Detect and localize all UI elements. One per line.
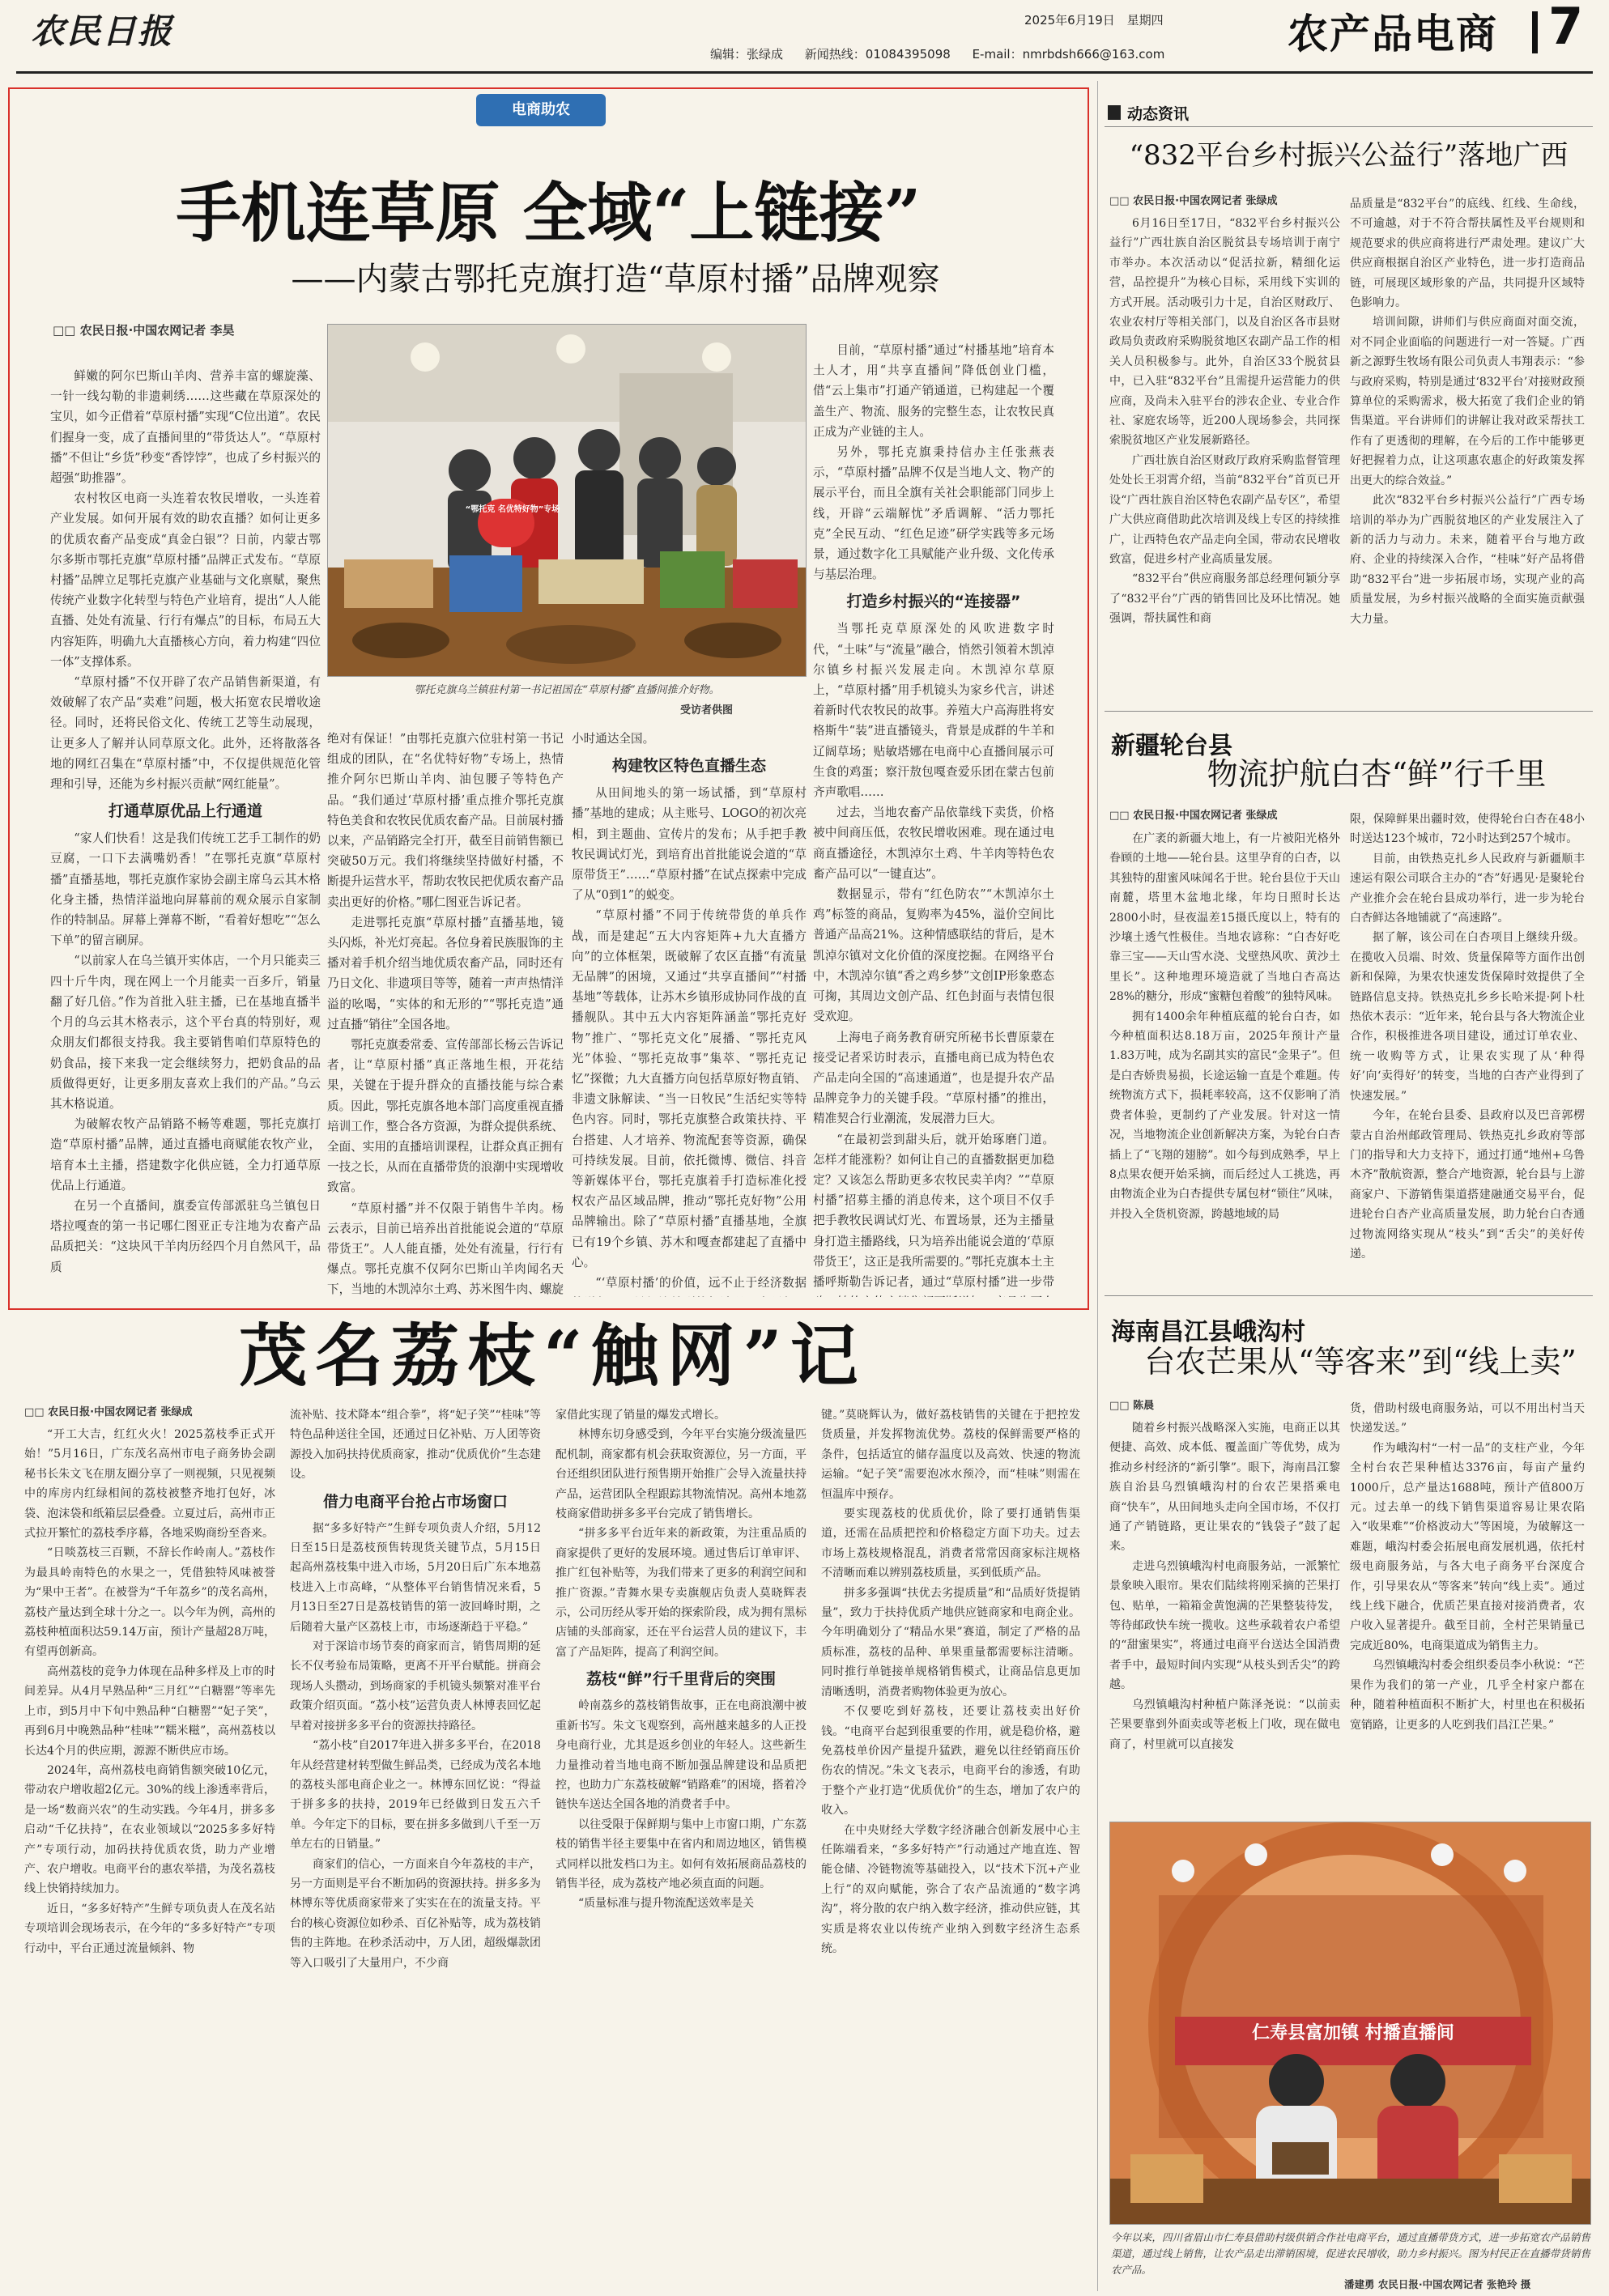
paragraph: “开工大吉，红红火火！2025荔枝季正式开始！”5月16日，广东茂名高州市电子商务协会副秘书长朱文飞在朋友圈分享了一则视频，只见视频中的库房内红绿相间的荔枝被整齐地打包好，冰袋、泡沫袋和纸箱层层叠叠。立夏过后，高州市正式拉开繁忙的荔枝季序幕，各地采购商纷至沓来。 [24,1428,275,1541]
subhead: 打通草原优品上行通道 [108,802,262,821]
litchi-title: 茂名荔枝“触网”记 [239,1316,866,1396]
feature-subtitle: ——内蒙古鄂托克旗打造“草原村播”品牌观察 [291,261,940,298]
livestream-photo-illustration [328,325,807,677]
paragraph: 乌烈镇峨沟村委会组织委员李小秋说：“芒果作为我们的第一产业，几乎全村家户都在种，随着种植面积不断扩大，村里也在积极拓宽销路，让更多的人吃到我们昌江芒果。” [1350,1659,1585,1732]
section-bar [1532,11,1538,53]
date-text: 2025年6月19日 [1024,13,1115,28]
paragraph: “拼多多平台近年来的新政策，为注重品质的商家提供了更好的发展环境。通过售后订单审评、推广红包补贴等，为我们带来了更多的利润空间和推广资源。”青舞水果专卖旗舰店负责人莫晓辉表示，公司历经从零开始的探索阶段，成为拥有黑标店铺的头部商家，还在平台运营人员的建议下，丰富了产品矩阵，提高了利润空间。 [555,1527,807,1659]
paragraph: 流补贴、技术降本“组合拳”，将“妃子笑”“桂味”等特色品种送往全国，还通过日亿补贴、万人团等资源投入加码扶持优质商家，推动“优质优价”生态建设。 [290,1409,541,1482]
paragraph: 目前，“草原村播”通过“村播基地”培育本土人才，用“共享直播间”降低创业门槛，借“云上集市”打通产销通道，已构建起一个覆盖生产、物流、服务的完整生态，让农牧民真正成为产业链的主人。 [813,343,1054,439]
paragraph: 在中央财经大学数字经济融合创新发展中心主任陈端看来，“多多好特产”行动通过产地直连、智能仓储、冷链物流等基础投入，以“技术下沉+产业上行”的双向赋能，弥合了农产品流通的“数字鸿沟”，将分散的农户纳入数字经济，推动供应链，其实质是将农业以传统产业纳入到数字经济生态系统。 [821,1823,1080,1955]
feature-tag: 电商助农 [476,94,606,126]
paragraph: “草原村播”并不仅限于销售牛羊肉。杨云表示，目前已培养出首批能说会道的“草原带货王”。人人能直播，处处有流量，行行有爆点。鄂托克旗不仅阿尔巴斯山羊肉闻名天下，当地的木凯淖尔土鸡、苏米图牛肉、螺旋 [327,1201,564,1297]
news2-col-2 [1350,810,1585,1282]
paragraph: 小时通达全国。 [572,732,655,746]
feature-col-2 [327,729,564,1297]
paragraph: “质量标准与提升物流配送效率是关 [578,1897,755,1911]
feature-col-1 [50,366,321,1297]
news3-kicker: 海南昌江县峨沟村 [1111,1318,1305,1346]
paragraph: 商家们的信心，一方面来自今年荔枝的丰产，另一方面则是平台不断加码的资源扶持。拼多多为林博东等优质商家带来了实实在在的流量支持。平台的核心资源位如秒杀、百亿补贴等，成为荔枝销售的主阵地。在秒杀活动中，万人团，超级爆款团等入口吸引了大量用户，不少商 [290,1857,541,1970]
paragraph: 鄂托克旗委常委、宣传部部长杨云告诉记者，让“草原村播”真正落地生根，开花结果，关键在于提升群众的直播技能与综合素质。因此，鄂托克旗各地本部门高度重视直播培训工作，整合各方资源，为群众提供系统、全面、实用的直播培训课程，让群众真正拥有一技之长，从而在直播带货的浪潮中实现增收致富。 [327,1038,564,1195]
news1-col-2 [1350,194,1585,696]
paragraph: “草原村播”不仅开辟了农产品销售新渠道，有效破解了农产品“卖难”问题，极大拓宽农民增收途径。同时，还将民俗文化、传统工艺等生动展现，让更多人了解并认同草原文化。此外，还将散落各地的网红召集在“草原村播”中，不仅提供规范化管理和引导，还能为乡村振兴贡献“网红能量”。 [50,675,321,792]
litchi-col-4 [821,1405,1080,2291]
paragraph: 在另一个直播间，旗委宣传部派驻乌兰镇包日塔拉嘎查的第一书记哪仁图亚正专注地为农畜产品品质把关：“这块风干羊肉历经四个月自然风干，品质 [50,1198,321,1274]
paragraph: 随着乡村振兴战略深入实施，电商正以其便捷、高效、成本低、覆盖面广等优势，成为推动乡村经济的“新引擎”。眼下，海南昌江黎族自治县乌烈镇峨沟村的台农芒果搭乘电商“快车”，从田间地头走向全国市场，不仅打通了产销链路，更让果农的“钱袋子”鼓了起来。 [1109,1422,1340,1554]
news2-kicker: 新疆轮台县 [1111,732,1232,760]
news3-col-2 [1350,1399,1585,1815]
paragraph: 6月16日至17日，“832平台乡村振兴公益行”广西壮族自治区脱贫县专场培训于南宁市举办。本次活动以“促活拉新，精细化运营，品控提升”为核心目标，采用线下实训的方式开展。活动吸引力十足，自治区财政厅、农业农村厅等相关部门，以及自治区各市县财政局负责政府采购脱贫地区农副产品工作的相关人员积极参与。此外，自治区33个脱贫县中，已入驻“832平台”且需提升运营能力的供应商，及尚未入驻平台的涉农企业、专业合作社、家庭农场等，近200人现场参会，共同探索脱贫地区产业发展新路径。 [1109,217,1340,448]
paragraph: “832平台”供应商服务部总经理何颖分享了“832平台”广西的销售回比及环比情况。她强调，帮扶属性和商 [1109,572,1340,626]
paragraph: 培训间隙，讲师们与供应商面对面交流，对不同企业面临的问题进行一对一答疑。广西新之源野生牧场有限公司负责人韦翔表示：“参与政府采购，特别是通过‘832平台’对接财政预算单位的采购需求，极大拓宽了我们企业的销售渠道。平台讲师们的讲解让我对政采帮扶工作有了更透彻的理解，在今后的工作中能够更好把握着力点，让这项惠农惠企的好政策发挥出更大的综合效益。” [1350,316,1585,487]
masthead-logo: 农民日报 [31,11,174,51]
feature-col-3 [572,729,807,1297]
news3-title: 台农芒果从“等客来”到“线上卖” [1144,1344,1577,1380]
paragraph: 对于深谙市场节奏的商家而言，销售周期的延长不仅考验布局策略，更离不开平台赋能。拼商会现场人头攒动，到场商家的手机镜头频繁对准平台政策介绍页面。“荔小枝”运营负责人林博表回忆起早着对接拼多多平台的资源扶持路径。 [290,1640,541,1733]
paragraph: 乌烈镇峨沟村种植户陈泽尧说：“以前卖芒果要靠到外面卖或等老板上门收，现在做电商了，村里就可以直接发 [1109,1698,1340,1751]
editor-text: 编辑：张绿成 [710,47,784,62]
news2-col-1 [1109,829,1340,1282]
paragraph: 家借此实现了销量的爆发式增长。 [555,1409,726,1422]
paragraph: 从田间地头的第一场试播，到“草原村播”基地的建成；从主账号、LOGO的初次亮相，到主题曲、宣传片的发布；从手把手教牧民调试灯光，到培育出首批能说会道的“草原带货王”……“草原村播”在试点探索中完成了从“0到1”的蜕变。 [572,786,807,903]
weekday-text: 星期四 [1126,13,1164,28]
paragraph: 鲜嫩的阿尔巴斯山羊肉、营养丰富的螺旋藻、一针一线勾勒的非遗刺绣……这些藏在草原深处的宝贝，如今正借着“草原村播”实现“C位出道”。农民们握身一变，成了直播间里的“带货达人”。“草原村播”不但让“乡货”秒变“香饽饽”，也成了乡村振兴的超强“助推器”。 [50,369,321,486]
paragraph: 限，保障鲜果出疆时效，使得轮台白杏在48小时送达123个城市，72小时达到257个城市。 [1350,813,1585,846]
paragraph: 今年，在轮台县委、县政府以及巴音郭楞蒙古自治州邮政管理局、铁热克扎乡政府等部门的指导和大力支持下，通过打通“地州+乌鲁木齐”散航资源，整合产地资源，轮台县与上游商家户、下游销售渠道搭建融通交易平台，促进轮台白杏产业高质量发展，助力轮台白杏通过物流网络实现从“枝头”到“舌尖”的美好传递。 [1350,1109,1585,1261]
paragraph: 走进鄂托克旗“草原村播”直播基地，镜头闪烁，补光灯亮起。各位身着民族服饰的主播对着手机介绍当地优质农畜产品，同时还有乃日文化、非遗项目等等，随着一声声热情洋溢的吆喝，“实体的和无形的”“鄂托克造”通过直播“销往”全国各地。 [327,915,564,1031]
dynamic-label: 动态资讯 [1127,105,1190,123]
paragraph: 过去，当地农畜产品依靠线下卖货，价格被中间商压低，农牧民增收困难。现在通过电商直播途径，木凯淖尔土鸡、牛羊肉等特色农畜产品可以“一键直达”。 [813,806,1054,881]
paragraph: 目前，由铁热克扎乡人民政府与新疆顺丰速运有限公司联合主办的“杏”好遇见·是聚轮台产业推介会在轮台县成功举行，进一步为轮台白杏鲜达各地铺就了“高速路”。 [1350,852,1585,925]
header-rule [16,71,1593,74]
paragraph: 绝对有保证！”由鄂托克旗六位驻村第一书记组成的团队，在“名优特好物”专场上，热情推介阿尔巴斯山羊肉、油包腰子等特色产品。“我们通过‘草原村播’重点推介鄂托克旗特色美食和农牧民优质农畜产品。目前展村播以来，产品销路完全打开，截至目前销售额已突破50万元。我们将继续坚持做好村播，不断提升运营水平，帮助农牧民把优质农畜产品卖出更好的价格。”哪仁图亚告诉记者。 [327,732,564,909]
rail-rule-2 [1105,711,1593,712]
paragraph: 近日，“多多好特产”生鲜专项负责人在茂名站专项培训会现场表示，在今年的“多多好特产”专项行动中，平台正通过流量倾斜、物 [24,1902,275,1955]
mango-photo [1109,1822,1591,2225]
news3-byline: □□ 陈晨 [1109,1400,1155,1412]
paragraph: 林博东切身感受到，今年平台实施分级流量匹配机制，商家都有机会获取资源位，另一方面，平台还组织团队进行预售期开始推广会导入流量扶持产品，运营团队全程跟踪其物流情况。高州本地荔枝商家借助拼多多平台完成了销售增长。 [555,1428,807,1521]
litchi-col-3 [555,1405,807,2291]
subhead: 构建牧区特色直播生态 [611,757,766,776]
paragraph: 据“多多好特产”生鲜专项负责人介绍，5月12日至15日是荔枝预售转现货关键节点，5月15日起高州荔枝集中进入市场，5月20日后广东本地荔枝进入上市高峰，“从整体平台销售情况来看，5月13日至27日是荔枝销售的第一波回峰时期，之后随着大量产区荔枝上市，市场逐渐趋于平稳。” [290,1521,541,1634]
section-title: 农产品电商 [1288,11,1498,57]
paragraph: 品质量是“832平台”的底线、红线、生命线，不可逾越，对于不符合帮扶属性及平台规则和规范要求的供应商将进行严肃处理。建议广大供应商根据自治区产业特色，进一步打造商品链，可展现区域形象的产品，共同提升区域特色影响力。 [1350,198,1585,310]
feature-photo-credit: 受访者供图 [680,704,734,716]
paragraph: 不仅要吃到好荔枝，还要让荔枝卖出好价钱。“电商平台起到很重要的作用，就是稳价格，避免荔枝单价因产量提升猛跌，避免以往经销商压价伤农的情况。”朱文飞表示，电商平台的渗透，有助于整个产业打造“优质优价”的生态，增加了农户的收入。 [821,1705,1080,1818]
rail-rule-top [1105,126,1593,127]
news3-col-1 [1109,1418,1340,1815]
paragraph: “日啖荔枝三百颗，不辞长作岭南人。”荔枝作为最具岭南特色的水果之一，凭借独特风味被誉为“果中王者”。在被誉为“千年荔乡”的茂名高州，荔枝产量达到全球十分之一。以今年为例，高州的荔枝种植面积达59.14万亩，预计产量超28万吨，有望再创新高。 [24,1546,275,1659]
paragraph: 拥有1400余年种植底蕴的轮台白杏，如今种植面积达8.18万亩，2025年预计产量1.83万吨，成为名副其实的富民“金果子”。但是白杏娇贵易损，长途运输一直是个难题。传统物流方式下，损耗率较高，这不仅影响了消费者体验，更制约了产业发展。针对这一情况，当地物流企业创新解决方案，为轮台白杏插上了“飞翔的翅膀”。如今每到成熟季，早上8点果农便开始采摘，而后经过人工挑选，再由物流企业为白杏提供专属包材“锁住”风味，并投入全货机资源，跨越地域的局 [1109,1010,1340,1221]
rail-divider [1097,81,1098,2291]
paragraph: “家人们快看！这是我们传统工艺手工制作的奶豆腐，一口下去满嘴奶香！”在鄂托克旗“草原村播”直播基地，鄂托克旗作家协会副主席乌云其木格化身主播，热情洋溢地向屏幕前的观众展示自家制作的特制品。屏幕上弹幕不断，“看着好想吃”“怎么下单”的留言刷屏。 [50,831,321,948]
subhead: 荔枝“鲜”行千里背后的突围 [586,1670,776,1689]
paragraph: 以往受限于保鲜期与集中上市窗口期，广东荔枝的销售半径主要集中在省内和周边地区，销售模式同样以批发档口为主。如何有效拓展商品荔枝的销售半径，成为荔枝产地必须直面的问题。 [555,1818,807,1890]
page-number: 7 [1548,0,1584,56]
paragraph: 当鄂托克草原深处的风吹进数字时代，“土味”与“流量”融合，悄然引领着木凯淖尔镇乡村振兴发展走向。木凯淖尔草原上，“草原村播”用手机镜头为家乡代言，讲述着新时代农牧民的故事。养殖大户高海胜将安格斯牛“装”进直播镜头，背景是成群的牛羊和辽阔草场；贴敏塔娜在电商中心直播间展示可生食的鸡蛋；察汗敖包嘎查爱乐团在蒙古包前齐声歌唱…… [813,622,1054,800]
paragraph: 上海电子商务教育研究所秘书长曹原蒙在接受记者采访时表示，直播电商已成为特色农产品走向全国的“高速通道”，也是提升农产品品牌竞争力的关键手段。“草原村播”的推出，精准契合行业潮流，发展潜力巨大。 [813,1030,1054,1126]
editor-line [710,45,1164,62]
paragraph: “荔小枝”自2017年进入拼多多平台，在2018年从经营建材转型做生鲜品类，已经成为茂名本地的荔枝头部电商企业之一。林博东回忆说：“得益于拼多多的扶持，2019年已经做到日发五六千单。今年定下的目标，要在拼多多做到八千至一万单左右的日销量。” [290,1739,541,1852]
mango-credit: 潘建勇 农民日报·中国农网记者 张艳玲 摄 [1344,2278,1531,2290]
mango-caption: 今年以来，四川省眉山市仁寿县借助村级供销合作社电商平台，通过直播带货方式，进一步拓宽农产品销售渠道，通过线上销售，让农产品走出滞销困境，促进农民增收，助力乡村振兴。图为村民正在直播带货销售农产品。 [1111,2231,1590,2276]
subhead: 借力电商平台抢占市场窗口 [322,1492,508,1511]
paragraph: 键。”莫晓辉认为，做好荔枝销售的关键在于把控发货质量，并发挥物流优势。荔枝的保鲜需要严格的条件，包括适宜的储存温度以及高效、快速的物流运输。“妃子笑”需要泡冰水预冷，而“桂味”则需在恒温库中预存。 [821,1409,1080,1501]
feature-photo-caption: 鄂托克旗乌兰镇驻村第一书记祖国在“草原村播”直播间推介好物。 [414,684,720,696]
paragraph: 此次“832平台乡村振兴公益行”广西专场培训的举办为广西脱贫地区的产业发展注入了新的活力与动力。未来，随着平台与地方政府、企业的持续深入合作，“桂味”好产品将借助“832平台”进一步拓展市场，实现产业的高质量发展，为乡村振兴战略的全面实施贡献强大力量。 [1350,494,1585,626]
feature-col-4 [813,340,1054,1297]
paragraph: 农村牧区电商一头连着农牧民增收，一头连着产业发展。如何开展有效的助农直播？如何让更多的优质农畜产品变成“真金白银”？日前，内蒙古鄂尔多斯市鄂托克旗“草原村播”品牌正式发布。“草原村播”品牌立足鄂托克旗产业基础与文化禀赋，聚焦传统产业数字化转型与特色产业培育，提出“人人能直播、处处有流量、行行有爆点”的目标，布局五大内容矩阵，明确九大直播核心方向，着力构建“四位一体”支撑体系。 [50,491,321,669]
paragraph: 作为峨沟村“一村一品”的支柱产业，今年全村台农芒果种植达3376亩，每亩产量约1000斤，总产量达1688吨，预计产值800万元。过去单一的线下销售渠道容易让果农陷入“收果难”“价格波动大”等困境，为破解这一难题，峨沟村委会拓展电商发展机遇，依托村级电商服务站，与各大电子商务平台深度合作，引导果农从“等客来”转向“线上卖”。通过线上线下融合，优质芒果直接对接消费者，农户收入显著提升。截至目前，全村芒果销量已完成近80%，电商渠道成为销售主力。 [1350,1441,1585,1652]
paragraph: “草原村播”不同于传统带货的单兵作战，而是建起“五大内容矩阵+九大直播方向”的立体框架，既破解了农区直播“有流量无品牌”的困境，又通过“共享直播间”“村播基地”等载体，让苏木乡镇形成协同作战的直播舰队。其中五大内容矩阵涵盖“鄂托克好物”推广、“鄂托克文化”展播、“鄂托克风光”体验、“鄂托克故事”集萃、“鄂托克记忆”探微；九大直播方向包括草原好物直销、非遗文脉解读、“当一日牧民”生活纪实等特色内容。同时，鄂托克旗整合政策扶持、平台搭建、人才培养、物流配套等资源，确保可持续发展。目前，依托微博、微信、抖音等新媒体平台，鄂托克旗着手打造标准化授权农产品区域品牌，推动“鄂托克好物”公用品牌输出。除了“草原村播”直播基地，全旗已有19个乡镇、苏木和嘎查都建起了直播中心。 [572,908,807,1269]
paragraph: 在广袤的新疆大地上，有一片被阳光格外眷顾的土地——轮台县。这里孕育的白杏，以其独特的甜蜜风味闻名于世。轮台县位于天山南麓，塔里木盆地北缘，年均日照时长达2800小时，昼夜温差15摄氏度以上，特有的沙壤土透气性极佳。当地农谚称：“白杏好吃靠三宝——天山雪水浇、戈壁热风吹、黄沙土里长”。这种地理环境造就了当地白杏高达28%的糖分，形成“蜜糖包着酸”的独特风味。 [1109,832,1340,1004]
paragraph: 2024年，高州荔枝电商销售额突破10亿元，带动农户增收超2亿元。30%的线上渗透率背后，是一场“数商兴农”的生动实践。今年4月，拼多多启动“千亿扶持”，在农业领域以“2025多多好特产”专项行动，加码扶持优质农货，助力产业增产、农户增收。电商平台的惠农举措，为茂名荔枝线上快销持续加力。 [24,1763,275,1896]
issue-date [1024,11,1164,28]
hotline-text: 新闻热线：01084395098 [804,47,951,62]
paragraph: 据了解，该公司在白杏项目上继续升级。在揽收入员端、时效、货量保障等方面作出创新和保障，为果农快速发货保障时效提供了全链路信息支持。铁热克扎乡乡长哈米提·阿卜杜热依木表示：“近年来，轮台县与各大物流企业合作，积极推进各项目建设，通过订单农业、统一收购等方式，让果农实现了从‘种得好’向‘卖得好’的转变，当地的白杏产业得到了快速发展。” [1350,931,1585,1103]
photo-banner: “鄂托克 名优特好物”专场 [465,505,560,514]
rail-rule-3 [1105,1295,1593,1296]
news2-title: 物流护航白杏“鲜”行千里 [1207,756,1547,792]
paragraph: 另外，鄂托克旗秉持信办主任张燕表示，“草原村播”品牌不仅是当地人文、物产的展示平台，而且全旗有关社会职能部门同步上线，开辟“云端解忧”矛盾调解、“活力鄂托克”全民互动、“红色足迹”研学实践等多元场景，通过数字化工具赋能产业升级、文化传承与基层治理。 [813,445,1054,582]
shop-sign: 仁寿县富加镇 村播直播间 [1252,2023,1454,2043]
paragraph: 拼多多强调“扶优去劣提质量”和“品质好货提销量”，致力于扶持优质产地供应链商家和电商企业。今年明确划分了“精品水果”赛道，制定了严格的品质标准，荔枝的品种、单果重量都需要标注清晰。同时推行单链接单规格销售模式，让商品信息更加清晰透明，消费者购物体验更为放心。 [821,1586,1080,1699]
paragraph: 高州荔枝的竞争力体现在品种多样及上市的时间差异。从4月早熟品种“三月红”“白糖罂”等率先上市，到5月中下旬中熟品种“白糖罂”“妃子笑”，再到6月中晚熟品种“桂味”“糯米糍”，高州荔枝以长达4个月的供应期，源源不断供应市场。 [24,1665,275,1758]
feature-photo [327,324,807,677]
news1-byline: □□ 农民日报·中国农网记者 张绿成 [1109,195,1278,207]
email-text: E-mail：nmrbdsh666@163.com [972,47,1165,62]
paragraph: 为破解农牧产品销路不畅等难题，鄂托克旗打造“草原村播”品牌，通过直播电商赋能农牧产业，培育本土主播，搭建数字化供应链，全力打通草原优品上行通道。 [50,1117,321,1193]
news1-title: “832平台乡村振兴公益行”落地广西 [1129,139,1569,172]
paragraph: 货，借助村级电商服务站，可以不用出村当天快递发送。” [1350,1402,1585,1435]
litchi-col-2 [290,1405,541,2291]
litchi-col-1 [24,1425,275,2291]
subhead: 打造乡村振兴的“连接器” [846,593,1021,611]
litchi-byline: □□ 农民日报·中国农网记者 张绿成 [24,1406,193,1418]
paragraph: 走进乌烈镇峨沟村电商服务站，一派繁忙景象映入眼帘。果农们陆续将刚采摘的芒果打包、贴单，一箱箱金黄饱满的芒果整装待发，等待邮政快车统一揽收。这些承载着农户希望的“甜蜜果实”，将通过电商平台送达全国消费者手中，最短时间内实现“从枝头到舌尖”的跨越。 [1109,1559,1340,1692]
dynamic-icon [1108,105,1121,120]
paragraph: “‘草原村播’的价值，远不止于经济数据 [595,1276,807,1290]
paragraph: “以前家人在乌兰镇开实体店，一个月只能卖三四十斤牛肉，现在网上一个月能卖一百多斤，销量翻了好几倍。”作为首批入驻主播，已在基地直播半个月的乌云其木格表示，这个平台真的特别好，观众朋友们都很支持我。我主要销售咱们草原特色的奶食品，接下来我一定会继续努力，把奶食品的品质做得更好，让更多朋友喜欢上我们的产品。”乌云其木格说道。 [50,954,321,1111]
feature-byline: □□ 农民日报·中国农网记者 李昊 [53,323,235,338]
paragraph: 要实现荔枝的优质优价，除了要打通销售渠道，还需在品质把控和价格稳定方面下功夫。过去市场上荔枝规格混乱，消费者常常因商家标注规格不清晰而难以辨别荔枝质量，买到低质产品。 [821,1507,1080,1580]
feature-title: 手机连草原 全域“上链接” [176,175,922,251]
paragraph: 岭南荔乡的荔枝销售故事，正在电商浪潮中被重新书写。朱文飞观察到，高州越来越多的人正投身电商行业，尤其是返乡创业的年轻人。这些新生力量推动着当地电商不断加强品牌建设和品质把控，也助力广东荔枝破解“销路难”的困境，搭着冷链快车送达全国各地的消费者手中。 [555,1699,807,1812]
paragraph: 广西壮族自治区财政厅政府采购监督管理处处长王羽霄介绍，当前“832平台”首页已开设“广西壮族自治区特色农副产品专区”，希望广大供应商借助此次培训及线上专区的持续推广，让西特色农产品走向全国，带动农民增收致富，促进乡村产业高质量发展。 [1109,453,1340,566]
news2-byline: □□ 农民日报·中国农网记者 张绿成 [1109,810,1278,822]
news1-col-1 [1109,214,1340,696]
paragraph: 数据显示，带有“红色防农”“木凯淖尔土鸡”标签的商品，复购率为45%，溢价空间比普通产品高21%。这种情感联结的背后，是木凯淖尔镇对文化价值的深度挖掘。在网络平台中，木凯淖尔镇“香之鸡乡梦”文创IP形象憨态可掬，其周边文创产品、红色封面与表情包很受欢迎。 [813,887,1054,1024]
paragraph: “在最初尝到甜头后，就开始琢磨门道。怎样才能涨粉？如何让自己的直播数据更加稳定？又该怎么帮助更多农牧民卖羊肉？”“草原村播”招募主播的消息传来，这个项目不仅手把手教牧民调试灯光、布置场景，还为主播量身打造主播路线，只为培养出能说会道的‘草原带货王’，这正是我所需要的。”鄂托克旗本土主播呼斯勒告诉记者，通过“草原村播”进一步带 [813,1132,1054,1289]
